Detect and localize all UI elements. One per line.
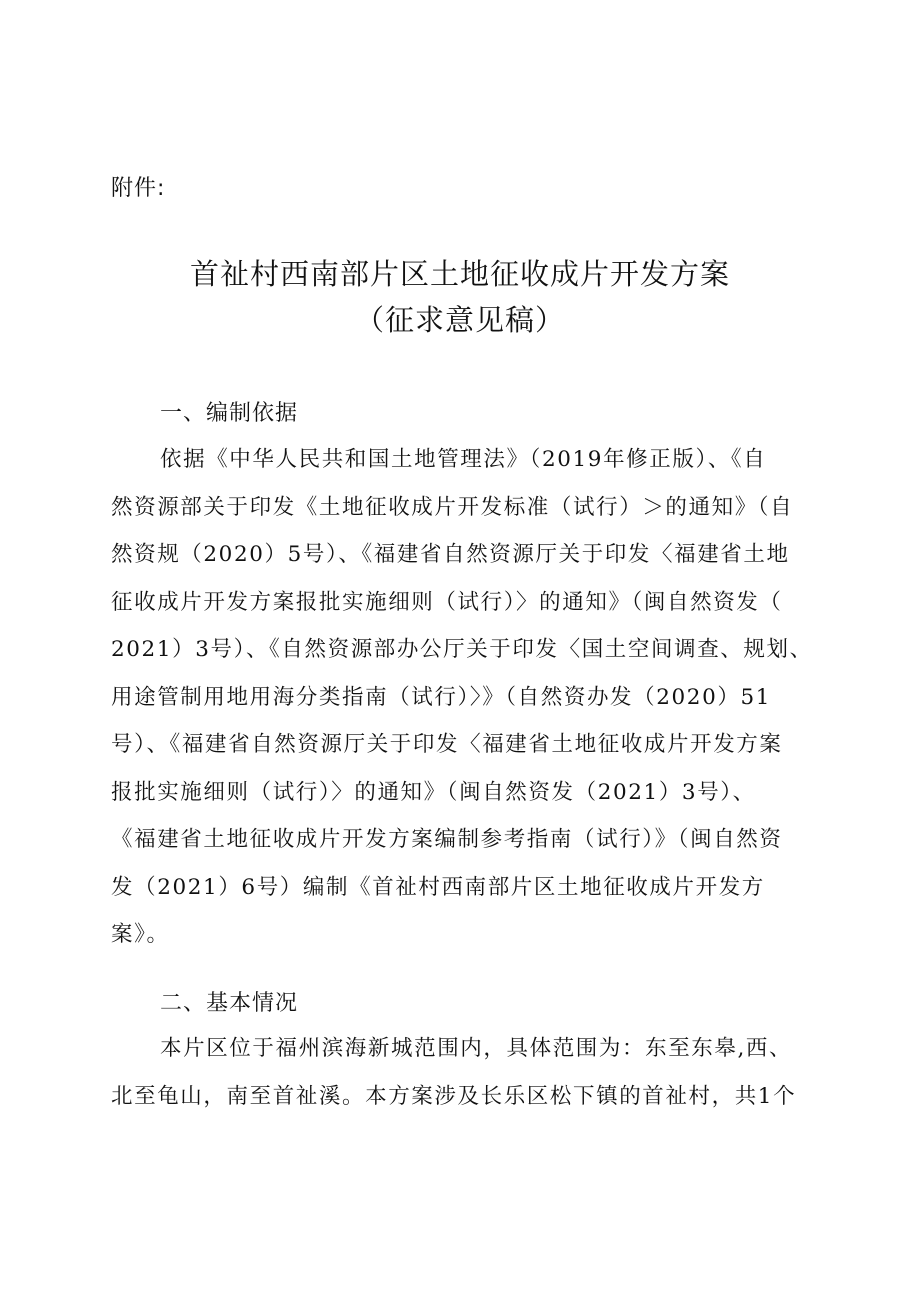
paragraph-line: 然资规（2020）5号）、《福建省自然资源厅关于印发〈福建省土地 <box>111 542 790 567</box>
section-heading-basis: 一、编制依据 <box>160 401 299 426</box>
paragraph-line: 案》。 <box>111 922 170 947</box>
paragraph-line: 号）、《福建省自然资源厅关于印发〈福建省土地征收成片开发方案 <box>111 732 783 757</box>
document-subtitle: （征求意见稿） <box>354 303 565 337</box>
paragraph-line: 依据《中华人民共和国土地管理法》（2019年修正版）、《自 <box>160 447 767 472</box>
attachment-label: 附件: <box>111 176 166 201</box>
paragraph-line: 用途管制用地用海分类指南（试行）〉》（自然资办发（2020）51 <box>111 684 772 710</box>
paragraph-line: 发（2021）6号）编制《首祉村西南部片区土地征收成片开发方 <box>111 874 765 900</box>
paragraph-line: 《福建省土地征收成片开发方案编制参考指南（试行）》（闽自然资 <box>111 827 783 852</box>
paragraph-line: 报批实施细则（试行）〉的通知》（闽自然资发（2021）3号）、 <box>111 779 756 805</box>
paragraph-line: 本片区位于福州滨海新城范围内，具体范围为：东至东皋,西、 <box>160 1036 793 1061</box>
paragraph-line: 北至龟山，南至首祉溪。本方案涉及长乐区松下镇的首祉村，共1个 <box>111 1083 797 1109</box>
section-body-basis <box>111 436 811 959</box>
paragraph-line: 然资源部关于印发《土地征收成片开发标准（试行）＞的通知》（自 <box>111 494 794 520</box>
paragraph-line: 征收成片开发方案报批实施细则（试行）〉的通知》（闽自然资发（ <box>111 589 783 615</box>
document-title: 首祉村西南部片区土地征收成片开发方案 <box>189 257 730 291</box>
section-body-basic-info <box>111 1025 811 1120</box>
paragraph-line: 2021）3号）、《自然资源部办公厅关于印发〈国土空间调查、规划、 <box>111 637 813 662</box>
section-heading-basic-info: 二、基本情况 <box>160 991 299 1016</box>
